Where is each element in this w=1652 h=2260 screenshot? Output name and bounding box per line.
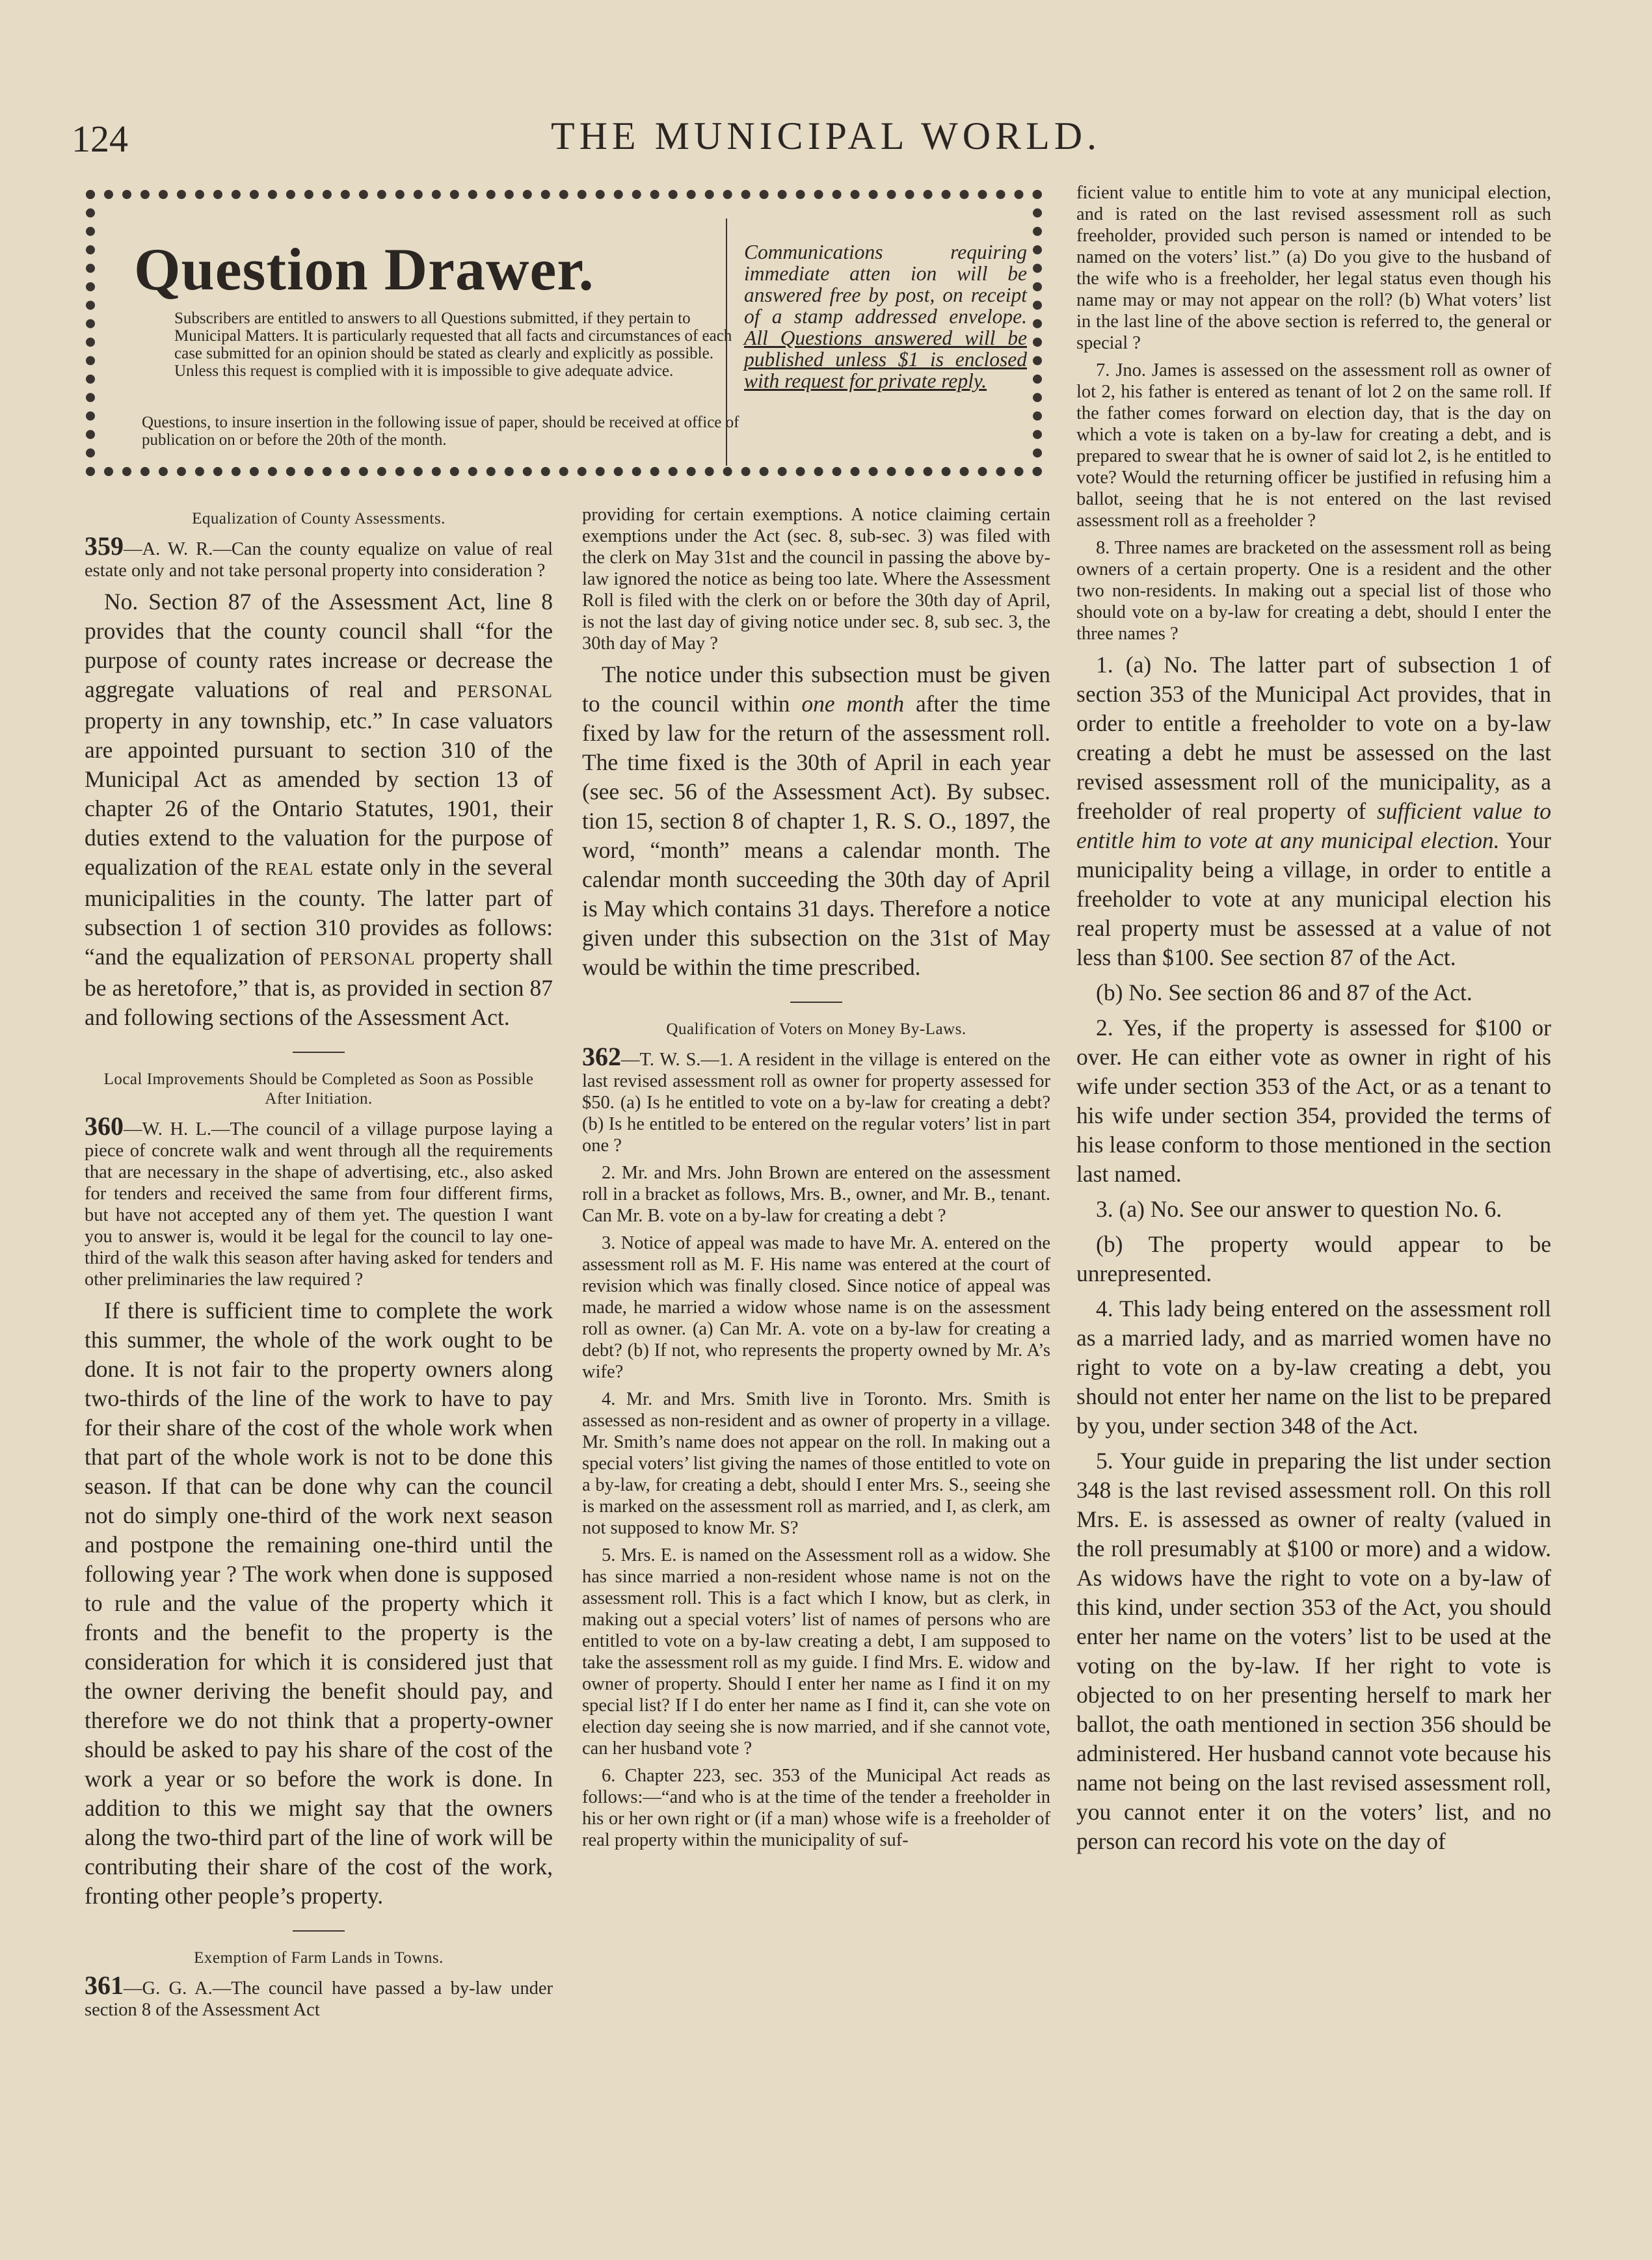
italic-phrase: one month (801, 691, 905, 717)
question-362-part-4: 4. Mr. and Mrs. Smith live in Toronto. Mrs. Smith is assessed as non-resident and as owner of property in a village. Mr. Smith’s name does not appear on the roll. In making out a special voters’ list giving the names of those entitled to vote on a by-law, for creating a debt, should I enter Mrs. S., seeing she is marked on the assessment roll as married, and I, as clerk, am not supposed to know Mr. S? (582, 1389, 1050, 1538)
column-1 (85, 504, 553, 2027)
question-text: —G. G. A.—The council have passed a by-law under section 8 of the Assessment Act (85, 1978, 553, 2020)
question-362-part-6: 6. Chapter 223, sec. 353 of the Municipal Act reads as follows:—“and who is at the time of the tender a freeholder in his or her own right or (if a man) whose wife is a freeholder of real property within the municipality of suf- (582, 1766, 1050, 1850)
answer-text: No. Section 87 of the Assessment Act, line 8 provides that the county council shall “for the purpose of county rates increase or decrease the aggregate valuations of real and (85, 589, 553, 702)
question-text: —W. H. L.—The council of a village purpose laying a piece of concrete walk and went through all the requirements that are necessary in the shape of advertising, etc., also asked for tenders and received the same from four different firms, but have not accepted any of them yet. The question I want you to answer is, would it be legal for the council to lay one-third of the walk this season after having asked for tenders and other preliminaries the law required ? (85, 1119, 553, 1290)
answer-text: estate only in the several municipalities in the county. The latter part of subsection 1 of section 310 provides as follows: “and the equalization of (85, 854, 553, 970)
page-number: 124 (72, 118, 128, 160)
private-reply-notice (744, 241, 1027, 392)
column-3 (1076, 182, 1551, 1862)
question-362-part-5: 5. Mrs. E. is named on the Assessment roll as a widow. She has since married a non-resident whose name is not on the assessment roll. This is a fact which I know, but as clerk, in making out a special voters’ list of names of persons who are entitled to vote on a by-law creating a debt, I am supposed to take the assessment roll as my guide. I find Mrs. E. widow and owner of property. Should I enter her name as I find it on my special list? If I do enter her name as I find it, can she vote on election day seeing she is now married, and if she cannot vote, can her husband vote ? (582, 1545, 1050, 1759)
answer-362-1b: (b) No. See section 86 and 87 of the Act. (1096, 979, 1472, 1005)
question-number: 362 (582, 1042, 621, 1071)
question-drawer-title: Question Drawer. (134, 236, 594, 302)
subscriber-notice: Subscribers are entitled to answers to all Questions submitted, if they pertain to Municipal Matters. It is particularly requested that all facts and circumstances of each case submitted for an opinion should be stated as clearly and explicitly as possible. Unless this request is complied with it is impossible to give adequate advice. (174, 310, 732, 380)
answer-text: property shall be as heretofore,” that is, as provided in section 87 and following sections of the Assessment Act. (85, 944, 553, 1030)
question-362-part-3: 3. Notice of appeal was made to have Mr. A. entered on the assessment roll as M. F. His name was entered at the court of revision which was finally closed. Since notice of appeal was made, he married a widow whose name is on the assessment roll as owner. (a) Can Mr. A. vote on a by-law for creating a debt? (b) If not, who represents the property owned by Mr. A’s wife? (582, 1233, 1050, 1382)
answer-text: The notice under this subsection must be given to the council within (582, 661, 1050, 717)
italic-phrase: sufficient value to entitle him to vote at any municipal election. (1076, 798, 1552, 853)
section-rule (293, 1052, 345, 1053)
small-caps-word: PERSONAL (457, 682, 553, 701)
publication-notice: All Questions answered will be published unless $1 is enclosed with request for private reply. (744, 326, 1027, 392)
answer-text: 1. (a) No. The latter part of subsection 1 of section 353 of the Municipal Act provides, that in order to entitle a freeholder to vote on a by-law creating a debt he must be assessed on the last revised assessment roll of the municipality, as a freeholder of real property of (1076, 652, 1551, 824)
question-number: 360 (85, 1111, 124, 1141)
answer-360: If there is sufficient time to complete the work this summer, the whole of the work ought to be done. It is not fair to the property owners along two-thirds of the line of the work to have to pay for their share of the cost of the whole work when that part of the whole work is not to be done this season. If that can be done why can the council not do simply one-third of the work next season and postpone the remaining one-third until the following year ? The work when done is supposed to rule and the value of the property which it fronts and the benefit to the property is the consideration for which it is considered just that the owner deriving the benefit should pay, and therefore we do not think that a property-owner should be asked to pay his share of the cost of the work a year or so before the work is done. In addition to this we might say that the owners along the two-third part of the line of work will be contributing their share of the cost of the work, fronting other people’s property. (85, 1297, 553, 1909)
question-number: 359 (85, 531, 124, 561)
answer-362-4: 4. This lady being entered on the assessment roll as a married lady, and as married women have no right to vote on a by-law creating a debt, you should not enter her name on the list to be prepared by you, under section 348 of the Act. (1076, 1296, 1551, 1439)
question-360 (85, 1111, 553, 1290)
small-caps-word: PERSONAL (319, 949, 416, 968)
question-362-part-6-continued: ficient value to entitle him to vote at any municipal election, and is rated on the last revised assessment roll as such freeholder, provided such person is named or intended to be named on the voters’ list.” (a) Do you give to the husband of the wife who is a freeholder, her legal status even though his name may or may not appear on the roll? (b) What voters’ list in the last line of the above section is referred to, the general or special ? (1076, 183, 1551, 353)
answer-text: property in any township, etc.” In case valuators are appointed pursuant to section 310 of the Municipal Act as amended by section 13 of chapter 26 of the Ontario Statutes, 1901, their duties extend to the valuation for the purpose of equalization of the (85, 708, 553, 880)
question-362-part-2: 2. Mr. and Mrs. John Brown are entered on the assessment roll in a bracket as follows, Mrs. B., owner, and Mr. B., tenant. Can Mr. B. vote on a by-law for creating a debt ? (582, 1163, 1050, 1226)
answer-362-5: 5. Your guide in preparing the list under section 348 is the last revised assessment roll. On this roll Mrs. E. is assessed as owner of realty (valued in the roll presumably at $100 or more) and a widow. As widows have the right to vote on a by-law of this kind, under section 353 of the Act, you should enter her name on the voters’ list to be used at the voting on the by-law. If her right to vote is objected to on her presenting herself to mark her ballot, the oath mentioned in section 356 should be administered. Her husband cannot vote because his name not being on the last revised assessment roll, you cannot enter it on the voters’ list, and no person can record his vote on the day of (1076, 1448, 1551, 1854)
section-heading-360: Local Improvements Should be Completed as Soon as Possible After Initiation. (103, 1070, 534, 1108)
section-rule (293, 1930, 345, 1932)
answer-text: after the time fixed by law for the return of the assessment roll. The time fixed is the 30th of April in each year (see sec. 56 of the Assessment Act). By subsec. tion 15, section 8 of chapter 1, R. S. O., 1897, the word, “month” means a calendar month. The calendar month succeeding the 30th day of April is May which contains 31 days. Therefore a notice given under this subsection on the 31st of May would be within the time prescribed. (582, 691, 1051, 980)
answer-362-3a: 3. (a) No. See our answer to question No. 6. (1096, 1196, 1502, 1222)
question-text: —T. W. S.—1. A resident in the village is entered on the last revised assessment roll as owner for property assessed for $50. (a) Is he entitled to vote on a by-law for creating a debt? (b) Is he entitled to be entered on the regular voters’ list in part one ? (582, 1050, 1050, 1156)
running-title: THE MUNICIPAL WORLD. (550, 114, 1102, 157)
free-answer-notice: Communications requiring immediate atten ion will be answered free by post, on receipt of a stamp addressed envelope. (744, 241, 1027, 328)
answer-text: Your municipality being a village, in order to entitle a freeholder to vote at any municipal election his real property must be assessed at a value of not less than $100. See section 87 of the Act. (1076, 827, 1551, 970)
question-text: —A. W. R.—Can the county equalize on value of real estate only and not take personal property into consideration ? (85, 539, 553, 581)
section-rule (790, 1002, 842, 1003)
answer-362-3b: (b) The property would appear to be unrepresented. (1076, 1231, 1551, 1286)
drawer-divider (726, 219, 727, 466)
deadline-notice: Questions, to insure insertion in the following issue of paper, should be received at office of publication on or before the 20th of the month. (142, 414, 739, 449)
section-heading-359: Equalization of County Assessments. (192, 510, 446, 527)
question-361 (85, 1971, 553, 2021)
section-heading-362: Qualification of Voters on Money By-Laws. (666, 1020, 966, 1038)
answer-359 (85, 587, 553, 1032)
question-359 (85, 531, 553, 581)
question-number: 361 (85, 1971, 124, 2000)
question-drawer-box (86, 190, 1042, 476)
small-caps-word: REAL (265, 859, 314, 879)
question-362-part-1 (582, 1042, 1050, 1156)
answer-362-2: 2. Yes, if the property is assessed for $100 or over. He can either vote as owner in right of his wife under section 353 of the Act, or as a tenant to his wife under section 354, provided the terms of his lease conform to those mentioned in the section last named. (1076, 1015, 1551, 1187)
answer-362-1a (1076, 650, 1551, 972)
section-heading-361: Exemption of Farm Lands in Towns. (194, 1949, 444, 1967)
question-362-part-8: 8. Three names are bracketed on the assessment roll as being owners of a certain property. One is a resident and the other two non-residents. In making out a special list of those who should vote on a by-law for creating a debt, should I enter the three names ? (1076, 538, 1551, 644)
question-362-part-7: 7. Jno. James is assessed on the assessment roll as owner of lot 2, his father is entered as tenant of lot 2 on the same roll. If the father comes forward on election day, that is the day on which a vote is taken on a by-law for creating a debt, and is prepared to swear that he is owner of said lot 2, is he entitled to vote? Would the returning officer be justified in refusing him a ballot, seeing that he is not entered on the last revised assessment roll as a freeholder ? (1076, 360, 1551, 531)
column-2 (582, 504, 1050, 1857)
answer-361 (582, 660, 1050, 982)
question-361-continued: providing for certain exemptions. A notice claiming certain exemptions under the Act (sec. 8, sub-sec. 3) was filed with the clerk on May 31st and the council in passing the above by-law ignored the notice as being too late. Where the Assessment Roll is filed with the clerk on or before the 30th day of April, is not the last day of giving notice under sec. 8, sub sec. 3, the 30th day of May ? (582, 505, 1050, 654)
